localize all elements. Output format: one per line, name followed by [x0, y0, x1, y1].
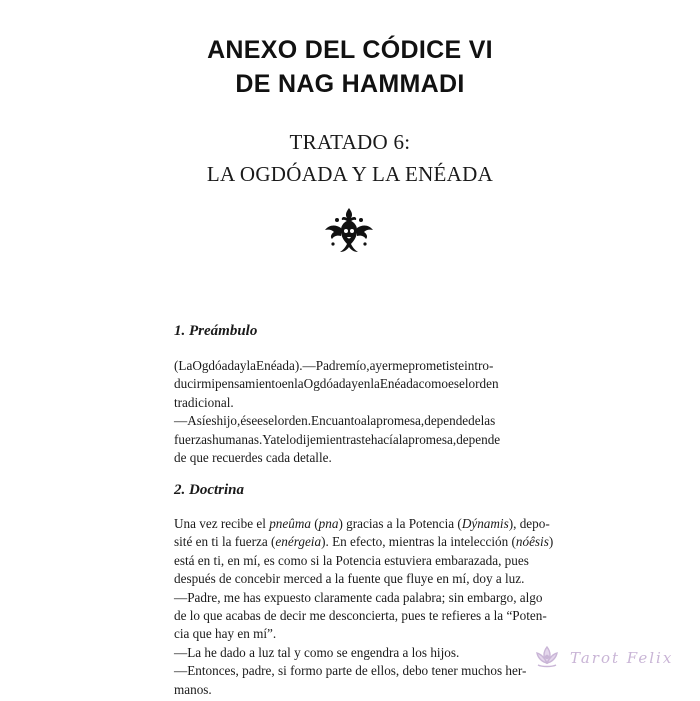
text-line: (LaOgdóadaylaEnéada).—Padremío,ayermeprometisteintro-	[174, 358, 494, 373]
term-pna: pna	[318, 516, 339, 531]
term-pneuma: pneûma	[269, 516, 311, 531]
watermark	[532, 640, 682, 676]
text-line: —Padre, me has expuesto claramente cada palabra; sin embargo, algo	[174, 589, 543, 605]
term-dynamis: Dýnamis	[461, 516, 509, 531]
title-line-1: ANEXO DEL CÓDICE VI	[207, 36, 493, 64]
term-noesis: nóêsis	[515, 534, 549, 550]
section-heading-preambulo: 1. Preámbulo	[174, 323, 258, 339]
text-line: Una vez recibe el pneûma (pna) gracias a la Potencia (Dýnamis), depo-	[174, 516, 550, 531]
treatise-title	[0, 126, 700, 190]
page-title	[0, 33, 700, 101]
text-line: está en ti, en mí, es como si la Potencia estuviera embarazada, pues	[174, 552, 529, 568]
text-line: tradicional.	[174, 394, 234, 410]
subtitle-line-1: TRATADO 6:	[289, 130, 411, 154]
text-line: —La he dado a luz tal y como se engendra a los hijos.	[174, 644, 460, 660]
lotus-icon	[532, 643, 562, 673]
text-line: después de concebir merced a la fuente que fluye en mí, doy a luz.	[174, 571, 525, 587]
text-line: —Asíeshijo,éseeselorden.Encuantoalapromesa,dependedelas	[174, 413, 496, 429]
text-line: sité en ti la fuerza (enérgeia). En efecto, mientras la intelección (nóêsis)	[174, 534, 554, 550]
text-line: manos.	[174, 681, 212, 697]
floral-ornament-icon	[323, 206, 375, 254]
subtitle-line-2: LA OGDÓADA Y LA ENÉADA	[206, 162, 494, 186]
title-line-2: DE NAG HAMMADI	[235, 70, 465, 98]
text-line: cia que hay en mí”.	[174, 626, 277, 642]
term-energeia: enérgeia	[275, 534, 322, 550]
text-line: ducirmipensamientoenlaOgdóadayenlaEnéadacomoeselorden	[174, 376, 499, 392]
section-heading-doctrina: 2. Doctrina	[174, 482, 245, 498]
paragraph-preambulo	[174, 357, 526, 467]
text-line: fuerzashumanas.Yatelodijemientrastehacíalapromesa,depende	[174, 431, 501, 447]
text-line: de lo que acabas de decir me desconcierta, pues te refieres a la “Poten-	[174, 608, 547, 624]
watermark-text: Tarot Felix	[570, 649, 674, 667]
paragraph-doctrina	[174, 515, 554, 699]
text-line: —Entonces, padre, si formo parte de ellos, debo tener muchos her-	[174, 663, 527, 679]
text-line: de que recuerdes cada detalle.	[174, 450, 332, 466]
